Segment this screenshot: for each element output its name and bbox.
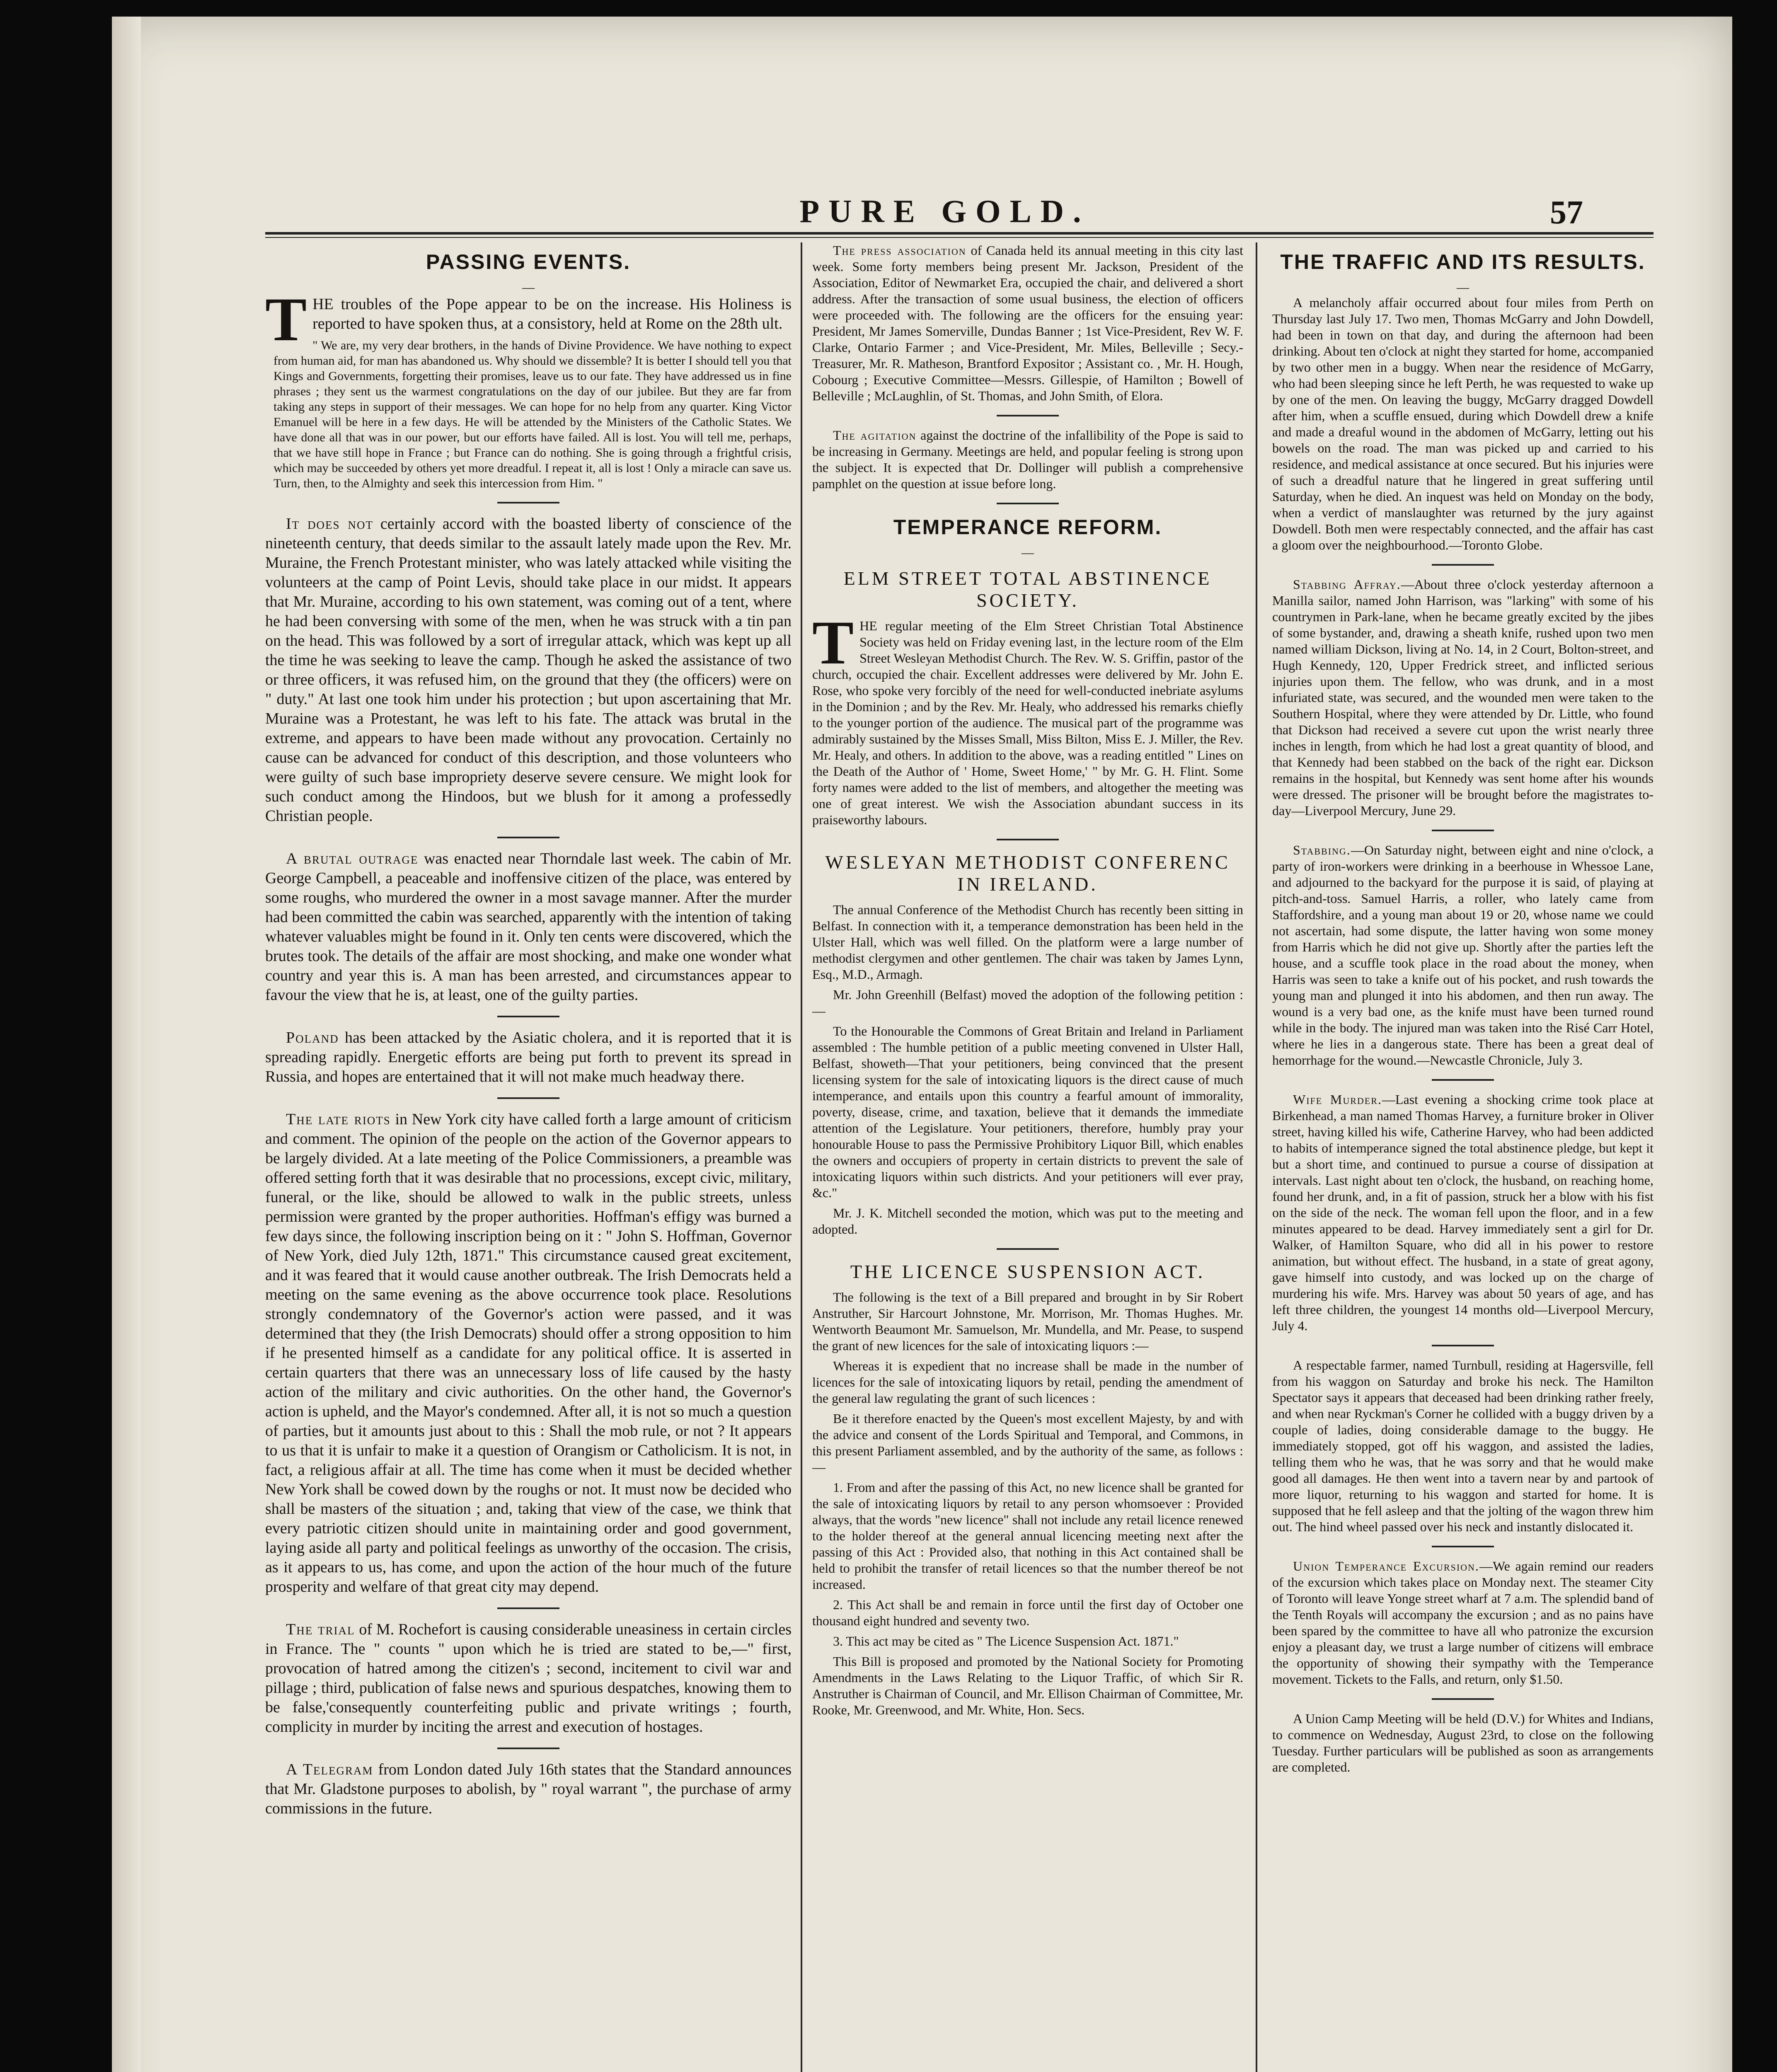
dropcap: T <box>265 285 307 354</box>
traffic-article: A melancholy affair occurred about four miles from Perth on Thursday last July 17. Two men, Thomas McGarry and John Dowdell, had been in town on that day, and during the afternoon had been drinking. About ten o'clock at night they started for home, accompanied by two other men in a buggy. When near the residence of McGarry, who had been sleeping since he left Perth, he was requested to wake up by one of the men. On leaving the buggy, McGarry dragged Dowdell after him, when a scuffle ensued, during which Dowdell drew a knife and made a dreaful wound in the abdomen of McGarry, letting out his bowels on the road. The man was picked up and carried to his residence, and medical assistance at once secured. But his injuries were of such a dreadful nature that he lingered in great suffering until Saturday, when he died. An inquest was held on Monday on the body, when a verdict of manslaughter was returned by the jury against Dowdell. Both men were respectably connected, and the affair has cast a gloom over the neighbourhood.—Toronto Globe. <box>1272 295 1654 552</box>
divider <box>997 839 1059 840</box>
column-2 <box>812 242 1243 2072</box>
article-text: from London dated July 16th states that the Standard announces that Mr. Gladstone purposes to abolish, by " royal warrant ", the purchase of army commissions in the future. <box>265 1761 792 1817</box>
article-text: —About three o'clock yesterday afternoon a Manilla sailor, named John Harrison, was "larking" with some of his countrymen in Park-lane, when he became greatly excited by the jibes of some bystander, and, drawing a sheath knife, rushed upon two men named william Dickson, living at No. 14, in 2 Court, Bolton-street, and Hugh Kennedy, 120, Upper Fredrick street, and inflicted serious injuries upon them. The fellow, who was drunk, and in a most infuriated state, was secured, and the wounded men were taken to the Southern Hospital, where they were attended by Dr. Little, who found that Dickson had received a severe cut upon the wrist nearly three inches in length, from which he had lost a great quantity of blood, and that Kennedy had been stabbed on the back of the right ear. Dickson remains in the hospital, but Kennedy was sent home after his wounds were dressed. The prisoner will be brought before the magistrates to-day—Liverpool Mercury, June 29. <box>1272 577 1654 818</box>
page-left-edge <box>112 17 141 2072</box>
farmer-article: A respectable farmer, named Turnbull, residing at Hagersville, fell from his waggon on Saturday and broke his neck. The Hamilton Spectator says it appears that deceased had been drinking rather freely, and when near Ryckman's Corner he collided with a buggy driven by a couple of ladies, doing considerable damage to the buggy. He immediately stopped, got off his waggon, and assisted the ladies, telling them who he was, that he was sorry and that he would make good all damages. He then went into a tavern near by and partook of more liquor, returning to his waggon and started for home. It is supposed that he fell asleep and that the jolting of the wagon threw him out. The hind wheel passed over his neck and instantly dislocated it. <box>1272 1358 1654 1534</box>
divider <box>997 415 1059 416</box>
licence-act-title: THE LICENCE SUSPENSION ACT. <box>850 1261 1206 1282</box>
licence-p3: Be it therefore enacted by the Queen's most excellent Majesty, by and with the advice and consent of the Lords Spiritual and Temporal, and Commons, in this present Parliament assembled, and by the authority of the same, as follows :— <box>812 1411 1243 1474</box>
article-text: —Last evening a shocking crime took place at Birkenhead, a man named Thomas Harvey, a furniture broker in Oliver street, having killed his wife, Catherine Harvey, who had been addicted to habits of intemperance signed the total abstinence pledge, but kept it but a short time, and continued to pursue a course of dissipation at intervals. Last night about ten o'clock, the husband, on reaching home, found her drunk, and, in a fit of passion, struck her a blow with his fist on the side of the neck. The woman fell upon the floor, and in a few minutes appeared to be dead. Harvey immediately sent a girl for Dr. Walker, of Hamilton Square, who did all in his power to restore animation, but without effect. The husband, in a state of great agony, gave himself into custody, and was locked up on the charge of murdering his wife. Mrs. Harvey was about 50 years of age, and has left three children, the youngest 14 months old—Liverpool Mercury, July 4. <box>1272 1092 1654 1333</box>
article-lead: It does not <box>286 515 373 533</box>
licence-p6: 3. This act may be cited as " The Licence Suspension Act. 1871." <box>833 1634 1179 1648</box>
outrage-article <box>265 849 792 1005</box>
agitation-article <box>812 427 1243 492</box>
article-lead: A Telegram <box>286 1761 373 1778</box>
licence-p4: 1. From and after the passing of this Act, no new licence shall be granted for the sale of intoxicating liquors by retail to any person whomsoever : Provided always, that the words "new licence" shall not include any retail licence renewed to the holder thereof at the general annual licencing meeting next after the passing of this Act : Provided also, that nothing in this Act contained shall be held to prohibit the transfer of retail licences so that the number thereof be not increased. <box>812 1480 1243 1592</box>
pope-intro-text: HE troubles of the Pope appear to be on the increase. His Holiness is reported to have spoken thus, at a consistory, held at Rome on the 28th ult. <box>312 295 792 332</box>
temperance-reform-title: TEMPERANCE REFORM. <box>893 516 1162 539</box>
wesleyan-title: WESLEYAN METHODIST CONFERENC IN IRELAND. <box>825 852 1230 895</box>
camp-meeting-article: A Union Camp Meeting will be held (D.V.) for Whites and Indians, to commence on Wednesday, August 23rd, to close on the following Tuesday. Further particulars will be published as soon as arrangements are completed. <box>1272 1711 1654 1774</box>
article-text: has been attacked by the Asiatic cholera, and it is reported that it is spreading rapidly. Energetic efforts are being put forth to prevent its spread in Russia, and hopes are entertained that it will not make much headway there. <box>265 1029 792 1085</box>
telegram-article <box>265 1760 792 1818</box>
divider <box>1432 830 1494 831</box>
stabbing-article <box>1272 842 1654 1068</box>
elm-street-article <box>812 608 1243 828</box>
column-rule-1 <box>801 242 802 2072</box>
article-text: in New York city have called forth a large amount of criticism and comment. The opinion of the people on the action of the Governor appears to be largely divided. At a late meeting of the Police Commissioners, a preamble was offered setting forth that it was desirable that no processions, except civic, military, funeral, or the like, should be allowed to walk in the public streets, unless permission were granted by the proper authorities. Hoffman's effigy was burned a few days since, the following inscription being on it : " John S. Hoffman, Governor of New York, died July 12th, 1871." This circumstance caused great excitement, and it was feared that it would cause another outbreak. The Irish Democrats held a meeting on the same evening as the above occurrence took place. Resolutions strongly condemnatory of the Governor's action were passed, and it was determined that they (the Irish Democrats) should offer a strong opposition to him if he presented himself as a candidate for any political office. It is asserted in certain quarters that there was an unnecessary loss of life caused by the hasty action of the military and civic authorities. On the other hand, the Governor's action is upheld, and the Mayor's condemned. After all, it is not so much a question of parties, but it amounts just about to this : Shall the mob rule, or not ? It appears to us that it is unfair to make it a question of Orangism or Catholicism. It is not, in fact, a religious affair at all. The time has come when it must be decided whether New York shall be cowed down by the roughs or not. It must now be decided who shall be masters of the situation ; and, taking that view of the case, we think that every patriotic citizen should unite in maintaining order and good government, laying aside all party and political feelings as unworthy of the occasion. The crisis, as it appears to us, has come, and upon the action of the hour much of the future prosperity and welfare of that great city may depend. <box>265 1111 792 1595</box>
column-rule-2 <box>1256 242 1257 2072</box>
article-text: against the doctrine of the infallibility of the Pope is said to be increasing in Germany. Meetings are held, and popular feeling is strong upon the subject. It is expected that Dr. Dollinger will publish a comprehensive pamphlet on the question at issue before long. <box>812 428 1243 491</box>
divider <box>497 1016 559 1017</box>
article-text: was enacted near Thorndale last week. The cabin of Mr. George Campbell, a peaceable and inoffensive citizen of the place, was entered by some roughs, who murdered the owner in a most savage manner. After the murder had been committed the cabin was searched, apparently with the intention of taking whatever valuables might be found in it. Only ten cents were discovered, which the brutes took. The details of the affair are most shocking, and make one wonder what country and year this is. A man has been arrested, and circumstances appear to favour the view that he is, at least, one of the guilty parties. <box>265 850 792 1004</box>
article-lead: Stabbing. <box>1293 842 1351 857</box>
divider <box>497 1748 559 1749</box>
pope-article-intro <box>265 285 792 354</box>
column-1 <box>265 242 792 2072</box>
page-number: 57 <box>1550 194 1583 231</box>
wife-murder-article <box>1272 1092 1654 1334</box>
stabbing-affray-article <box>1272 576 1654 819</box>
divider <box>1432 564 1494 566</box>
article-text: —We again remind our readers of the excursion which takes place on Monday next. The steamer City of Toronto will leave Yonge street wharf at 7 a.m. The splendid band of the Tenth Royals will accompany the excursion ; and as no pains have been spared by the committee to have all who patronize the excursion enjoy a pleasant day, we trust a large number of citizens will embrace the opportunity of showing their sympathy with the Temperance movement. Tickets to the Falls, and return, only $1.50. <box>1272 1559 1654 1687</box>
divider <box>1432 1698 1494 1700</box>
header-rule <box>265 232 1654 238</box>
divider <box>1432 1345 1494 1346</box>
elm-street-title: ELM STREET TOTAL ABSTINENCE SOCIETY. <box>843 568 1212 611</box>
wesleyan-p1: The annual Conference of the Methodist Church has recently been sitting in Belfast. In connection with it, a temperance demonstration has been held in the Ulster Hall, which was well filled. On the platform were a large number of methodist clergymen and other gentlemen. The chair was taken by James Lynn, Esq., M.D., Armagh. <box>812 902 1243 982</box>
column-3 <box>1272 242 1654 2072</box>
divider <box>497 1097 559 1099</box>
union-excursion-article <box>1272 1558 1654 1687</box>
article-text: HE regular meeting of the Elm Street Christian Total Abstinence Society was held on Friday evening last, in the lecture room of the Elm Street Wesleyan Methodist Church. The Rev. W. S. Griffin, pastor of the church, occupied the chair. Excellent addresses were delivered by Mr. John E. Rose, who spoke very forcibly of the need for well-conducted inebriate asylums in the Dominion ; and by the Rev. Mr. Healy, who addressed his remarks chiefly to the younger portion of the audience. The musical part of the programme was admirably sustained by the Misses Small, Miss Bilton, Miss E. J. Miller, the Rev. Mr. Healy, and others. In addition to the above, was a reading entitled " Lines on the Death of the Author of ' Home, Sweet Home,' " by Mr. G. H. Flint. Some forty names were added to the list of members, and altogether the meeting was one of great interest. We wish the Association abundant success in its praiseworthy labours. <box>812 618 1243 827</box>
poland-article <box>265 1028 792 1087</box>
licence-p1: The following is the text of a Bill prepared and brought in by Sir Robert Anstruther, Sir Harcourt Johnstone, Mr. Morrison, Mr. Thomas Hughes. Mr. Wentworth Beaumont Mr. Samuelson, Mr. Mundella, and Mr. Pease, to suspend the grant of new licences for the sale of intoxicating liquors :— <box>812 1290 1243 1353</box>
article-lead: The late riots <box>286 1111 391 1128</box>
wesleyan-petition: To the Honourable the Commons of Great Britain and Ireland in Parliament assembled : The humble petition of a public meeting convened in Ulster Hall, Belfast, showeth—That your petitioners, being convinced that the present licensing system for the sale of intoxicating liquors is the direct cause of much intemperance, and entails upon this country a fearful amount of immorality, poverty, disease, crime, and taxation, believe that it demands the immediate attention of the Legislature. Your petitioners, therefore, humbly pray your honourable House to pass the Permissive Prohibitory Liquor Bill, which enables the owners and occupiers of property in certain districts to prevent the sale of intoxicating liquors within such districts. And your petitioners will ever pray, &c." <box>812 1024 1243 1200</box>
wesleyan-p2: Mr. John Greenhill (Belfast) moved the adoption of the following petition :— <box>812 987 1243 1018</box>
pope-quote: " We are, my very dear brothers, in the hands of Divine Providence. We have nothing to expect from human aid, for man has abandoned us. Why should we dissemble? It is better I should tell you that Kings and Governments, forgetting their promises, leave us to our fate. They have addressed us in fine phrases ; they sent us the warmest congratulations on the day of our jubilee. But they are far from taking any steps in support of their messages. We can hope for no help from any quarter. King Victor Emanuel will be here in a few days. He will be attended by the Ministers of the Catholic States. We have done all that was in our power, but our efforts have failed. All is lost. You will tell me, perhaps, that we have still hope in France ; but France can do nothing. She is going through a frightful crisis, which may be succeeded by others yet more dreadful. I repeat it, all is lost ! Only a miracle can save us. Turn, then, to the Almighty and seek this intercession from Him. " <box>274 339 792 490</box>
liberty-article <box>265 514 792 826</box>
licence-p2: Whereas it is expedient that no increase shall be made in the number of licences for the sale of intoxicating liquors by retail, pending the amendment of the general law regulating the grant of such licences : <box>812 1358 1243 1406</box>
divider <box>497 837 559 838</box>
divider <box>1432 1079 1494 1081</box>
passing-events-title: PASSING EVENTS. <box>426 250 631 274</box>
press-article <box>812 242 1243 404</box>
divider <box>997 1248 1059 1250</box>
divider <box>997 503 1059 504</box>
traffic-title: THE TRAFFIC AND ITS RESULTS. <box>1280 250 1646 274</box>
licence-p7: This Bill is proposed and promoted by the National Society for Promoting Amendments in the Laws Relating to the Liquor Traffic, of which Sir R. Anstruther is Chairman of Council, and Mr. Ellison Chairman of Committee, Mr. Rooke, Mr. Greenwood, and Mr. White, Hon. Secs. <box>812 1654 1243 1717</box>
article-lead: The trial <box>286 1621 355 1638</box>
licence-p5: 2. This Act shall be and remain in force until the first day of October one thousand eight hundred and seventy two. <box>812 1597 1243 1628</box>
running-title: PURE GOLD. <box>799 193 1090 229</box>
article-lead: Wife Murder. <box>1293 1092 1382 1107</box>
rochefort-article <box>265 1620 792 1737</box>
dropcap: T <box>812 608 854 677</box>
article-lead: Stabbing Affray. <box>1293 577 1401 592</box>
wesleyan-p4: Mr. J. K. Mitchell seconded the motion, which was put to the meeting and adopted. <box>812 1205 1243 1237</box>
article-lead: Union Temperance Excursion. <box>1293 1559 1479 1573</box>
article-text: —On Saturday night, between eight and nine o'clock, a party of iron-workers were drinking in a beerhouse in Whessoe Lane, and adjourned to the backyard for the purpose it is said, of playing at pitch-and-toss. Samuel Harris, a roller, who lately came from Staffordshire, and a young man about 19 or 20, whose name we could not ascertain, had some dispute, the latter having won some money from Harris which he did not give up. Shortly after the parties left the house, and a scuffle took place in the road about the money, when Harris was seen to take a knife out of his pocket, and rush towards the young man and plunged it into his abdomen, and then run away. The wound is a very bad one, as the knife must have been turned round while in the body. The injured man was taken into the Risé Carr Hotel, where he lies in a dangerous state. There has been a great deal of hemorrhage for the wound.—Newcastle Chronicle, July 3. <box>1272 842 1654 1067</box>
article-text: of Canada held its annual meeting in this city last week. Some forty members being present Mr. Jackson, President of the Association, Editor of Newmarket Era, occupied the chair, and delivered a short address. After the transaction of some usual business, the election of officers were proceeded with. The following are the officers for the ensuing year: President, Mr James Somerville, Dundas Banner ; 1st Vice-President, Rev W. F. Clarke, Ontario Farmer ; and Vice-President, Mr. Miles, Belleville ; Secy.- Treasurer, Mr. R. Matheson, Brantford Expositor ; Assistant co. , Mr. H. Hough, Cobourg ; Executive Committee—Messrs. Gillespie, of Hamilton ; Bowell of Belleville ; McLaughlin, of St. Thomas, and John Smith, of Elora. <box>812 243 1243 403</box>
ornament: — <box>1022 546 1034 559</box>
divider <box>497 502 559 503</box>
article-lead: The press association <box>833 243 966 258</box>
divider <box>497 1607 559 1609</box>
divider <box>1432 1546 1494 1547</box>
article-lead: The agitation <box>833 428 917 443</box>
article-lead: A brutal outrage <box>286 850 419 867</box>
ornament: — <box>1457 281 1469 294</box>
riots-article <box>265 1110 792 1597</box>
article-text: of M. Rochefort is causing considerable uneasiness in certain circles in France. The " counts " upon which he is tried are stated to be,—" first, provocation of hatred among the citizen's ; second, incitement to civil war and pillage ; third, publication of false news and spurious despatches, knowing them to be false,'consequently counterfeiting public and private writings ; fourth, complicity in murder by inciting the arrest and execution of hostages. <box>265 1621 792 1736</box>
ornament: — <box>522 281 535 294</box>
article-lead: Poland <box>286 1029 339 1046</box>
newspaper-page <box>112 17 1732 2072</box>
article-text: certainly accord with the boasted liberty of conscience of the nineteenth century, that deeds similar to the assault lately made upon the Rev. Mr. Muraine, the French Protestant minister, who was lately attacked while visiting the volunteers at the camp of Point Levis, should take place in our midst. It appears that Mr. Muraine, according to his own statement, was coming out of a tent, where he had been conversing with some of the men, when he was struck with a tin pan on the head. This was followed by a sort of irregular attack, which was kept up all the time he was seeking to leave the camp. Though he asked the assistance of two or three officers, it was refused him, on the ground that they (the officers) were on " duty." At last one took him under his protection ; but upon ascertaining that Mr. Muraine was a Protestant, he was left to his fate. The attack was brutal in the extreme, and appears to have been made without any provocation. Certainly no cause can be advanced for conduct of this description, and those volunteers who were guilty of such base impropriety deserve severe censure. We might look for such conduct among the Hindoos, but we blush for it among a professedly Christian people. <box>265 515 792 825</box>
